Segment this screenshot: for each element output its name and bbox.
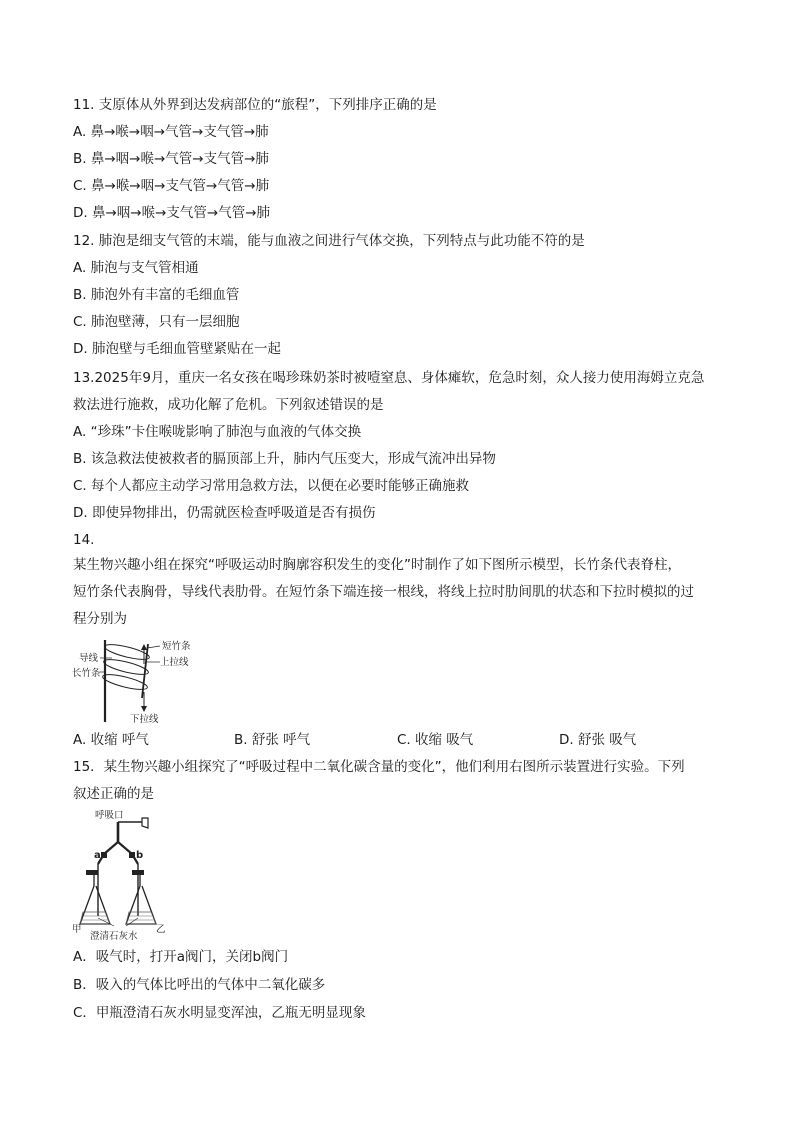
q14-stem-line-3: 程分别为 [73, 611, 127, 627]
q12-option-c: C. 肺泡壁薄，只有一层细胞 [73, 314, 240, 330]
q13-option-d: D. 即使异物排出，仍需就医检查呼吸道是否有损伤 [73, 505, 376, 521]
q14-stem-line-1: 某生物兴趣小组在探究“呼吸运动时胸廓容积发生的变化”时制作了如下图所示模型，长竹条代表脊柱， [73, 557, 681, 573]
q13-option-b: B. 该急救法使被救者的膈顶部上升，肺内气压变大，形成气流冲出异物 [73, 451, 496, 467]
q13-option-c: C. 每个人都应主动学习常用急救方法，以便在必要时能够正确施救 [73, 478, 470, 494]
q13-stem-line-2: 救法进行施救，成功化解了危机。下列叙述错误的是 [73, 397, 384, 413]
q14-label-pull-down: 下拉线 [130, 714, 159, 725]
q15-label-flask-jia: 甲 [72, 924, 82, 935]
q14-label-pull-up: 上拉线 [160, 657, 189, 668]
q12-option-d: D. 肺泡壁与毛细血管壁紧贴在一起 [73, 341, 281, 357]
q14-option-b: B. 舒张 呼气 [234, 732, 311, 748]
q15-label-flask-yi: 乙 [156, 924, 166, 935]
q13-stem-line-1: 13.2025年9月，重庆一名女孩在喝珍珠奶茶时被噎窒息、身体瘫软，危急时刻，众人接力使用海姆立克急 [73, 370, 705, 386]
q11-option-b: B. 鼻→咽→喉→气管→支气管→肺 [73, 151, 269, 167]
q15-option-a: A．吸气时，打开a阀门，关闭b阀门 [73, 949, 289, 965]
q13-option-a: A. “珍珠”卡住喉咙影响了肺泡与血液的气体交换 [73, 424, 362, 440]
q12-option-a: A. 肺泡与支气管相通 [73, 260, 199, 276]
q15-label-valve-a: a [94, 850, 101, 861]
q12-option-b: B. 肺泡外有丰富的毛细血管 [73, 287, 240, 303]
q15-label-mouthpiece: 呼吸口 [95, 810, 124, 821]
q11-option-c: C. 鼻→喉→咽→支气管→气管→肺 [73, 178, 270, 194]
q14-option-a: A. 收缩 呼气 [73, 732, 149, 748]
q15-label-valve-b: b [136, 850, 144, 861]
q11-stem: 11. 支原体从外界到达发病部位的“旅程”，下列排序正确的是 [73, 97, 437, 113]
q14-option-d: D. 舒张 吸气 [559, 732, 637, 748]
q15-label-limewater: 澄清石灰水 [90, 931, 138, 942]
q15-option-c: C．甲瓶澄清石灰水明显变浑浊，乙瓶无明显现象 [73, 1005, 366, 1021]
q14-label-short-bamboo: 短竹条 [162, 641, 191, 652]
q15-apparatus-figure [68, 808, 178, 940]
q11-option-a: A. 鼻→喉→咽→气管→支气管→肺 [73, 124, 269, 140]
q14-stem-line-2: 短竹条代表胸骨，导线代表肋骨。在短竹条下端连接一根线，将线上拉时肋间肌的状态和下拉时模拟的过 [73, 584, 694, 600]
q14-label-wire: 导线 [79, 653, 99, 664]
q14-label-long-bamboo: 长竹条 [72, 668, 101, 679]
q12-stem: 12. 肺泡是细支气管的末端，能与血液之间进行气体交换，下列特点与此功能不符的是 [73, 233, 585, 249]
q14-number: 14. [73, 532, 95, 548]
q11-option-d: D. 鼻→咽→喉→支气管→气管→肺 [73, 205, 271, 221]
q15-stem-line-1: 15．某生物兴趣小组探究了“呼吸过程中二氧化碳含量的变化”，他们利用右图所示装置进行实验。下列 [73, 759, 685, 775]
q14-bamboo-model-figure [72, 636, 198, 725]
q15-option-b: B．吸入的气体比呼出的气体中二氧化碳多 [73, 977, 326, 993]
q14-option-c: C. 收缩 吸气 [397, 732, 474, 748]
q15-stem-line-2: 叙述正确的是 [73, 786, 154, 802]
